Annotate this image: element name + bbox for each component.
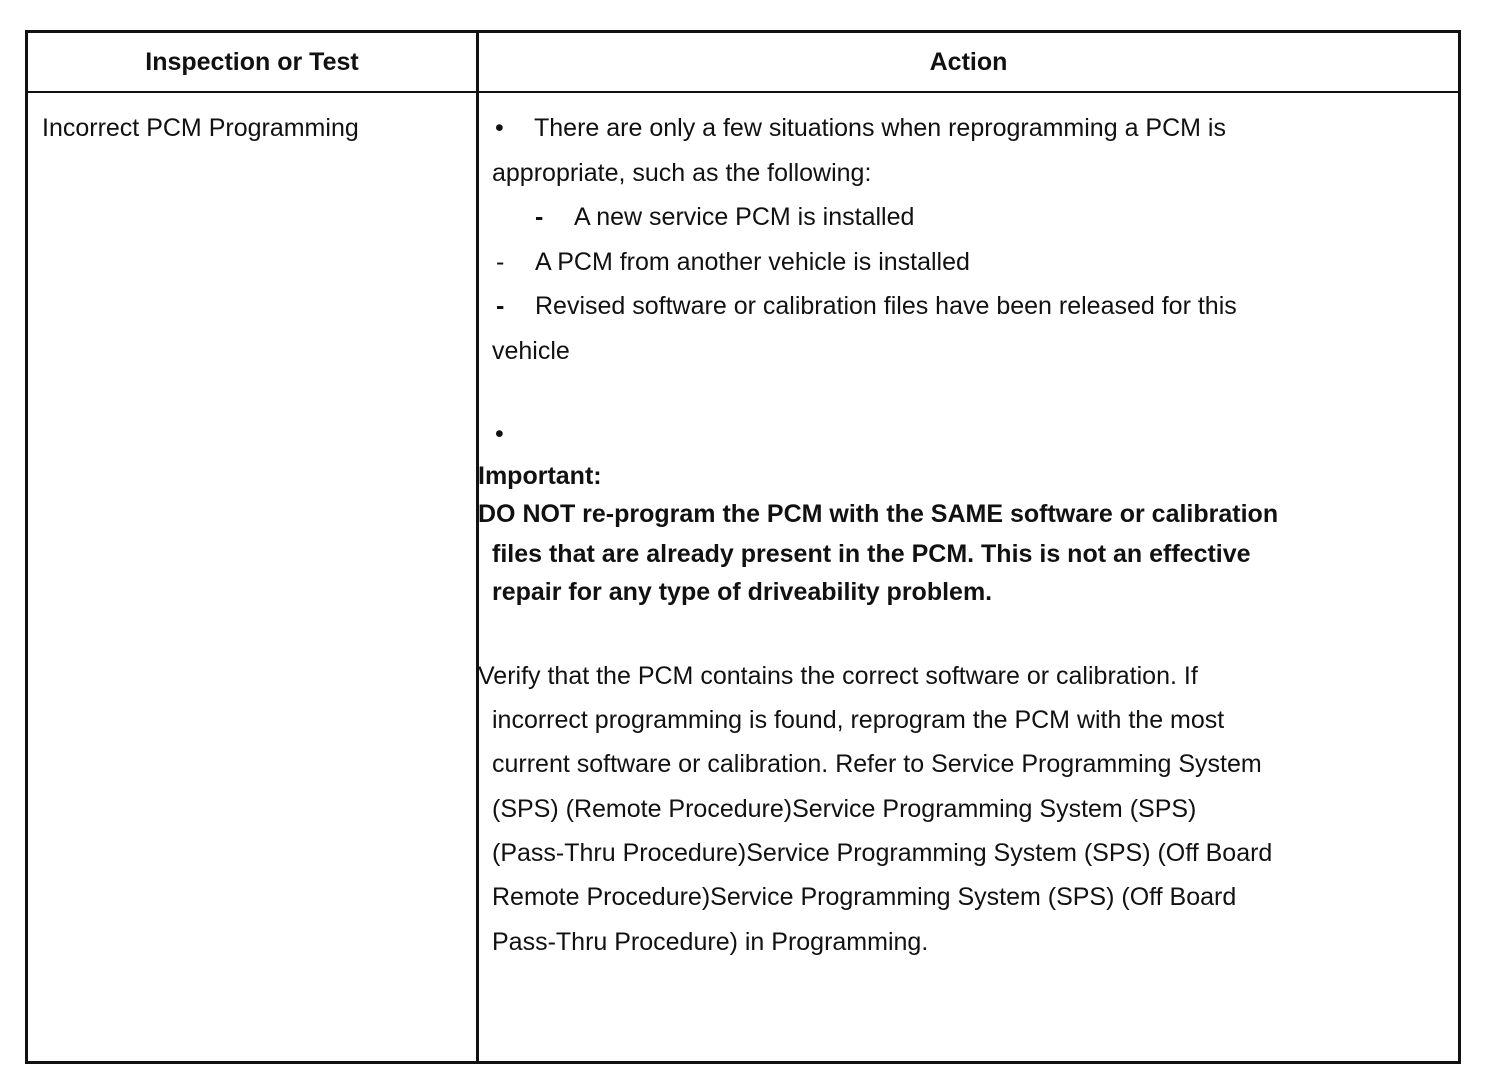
verify-line-3: current software or calibration. Refer to Service Programming System [492, 750, 1262, 778]
list-item-revised-software-line-1: Revised software or calibration files have been released for this [535, 292, 1237, 320]
inspection-cell: Incorrect PCM Programming [42, 114, 359, 142]
dash-2: - [496, 248, 505, 276]
verify-line-2: incorrect programming is found, reprogram the PCM with the most [492, 706, 1225, 734]
list-item-revised-software-line-2: vehicle [492, 337, 570, 365]
important-line-3: repair for any type of driveability problem. [492, 578, 993, 606]
verify-line-6: Remote Procedure)Service Programming System (SPS) (Off Board [492, 883, 1237, 911]
important-line-1: DO NOT re-program the PCM with the SAME software or calibration [478, 500, 1279, 528]
dash-1: - [535, 203, 544, 231]
situations-line-2: appropriate, such as the following: [492, 159, 872, 187]
list-item-new-service-pcm: A new service PCM is installed [574, 203, 915, 231]
situations-line-1: There are only a few situations when reprogramming a PCM is [534, 114, 1226, 142]
verify-line-7: Pass-Thru Procedure) in Programming. [492, 928, 929, 956]
header-divider [28, 91, 1458, 93]
dash-3: - [496, 292, 505, 320]
important-label: Important: [478, 462, 602, 490]
verify-line-5: (Pass-Thru Procedure)Service Programming System (SPS) (Off Board [492, 839, 1273, 867]
verify-line-1: Verify that the PCM contains the correct software or calibration. If [478, 662, 1198, 690]
column-divider [476, 33, 479, 1061]
list-item-pcm-other-vehicle: A PCM from another vehicle is installed [535, 248, 970, 276]
bullet-1: • [495, 114, 504, 142]
header-action: Action [929, 47, 1008, 76]
important-line-2: files that are already present in the PCM. This is not an effective [492, 540, 1251, 568]
bullet-2: • [495, 420, 504, 448]
verify-line-4: (SPS) (Remote Procedure)Service Programming System (SPS) [492, 795, 1197, 823]
header-inspection: Inspection or Test [145, 47, 359, 76]
